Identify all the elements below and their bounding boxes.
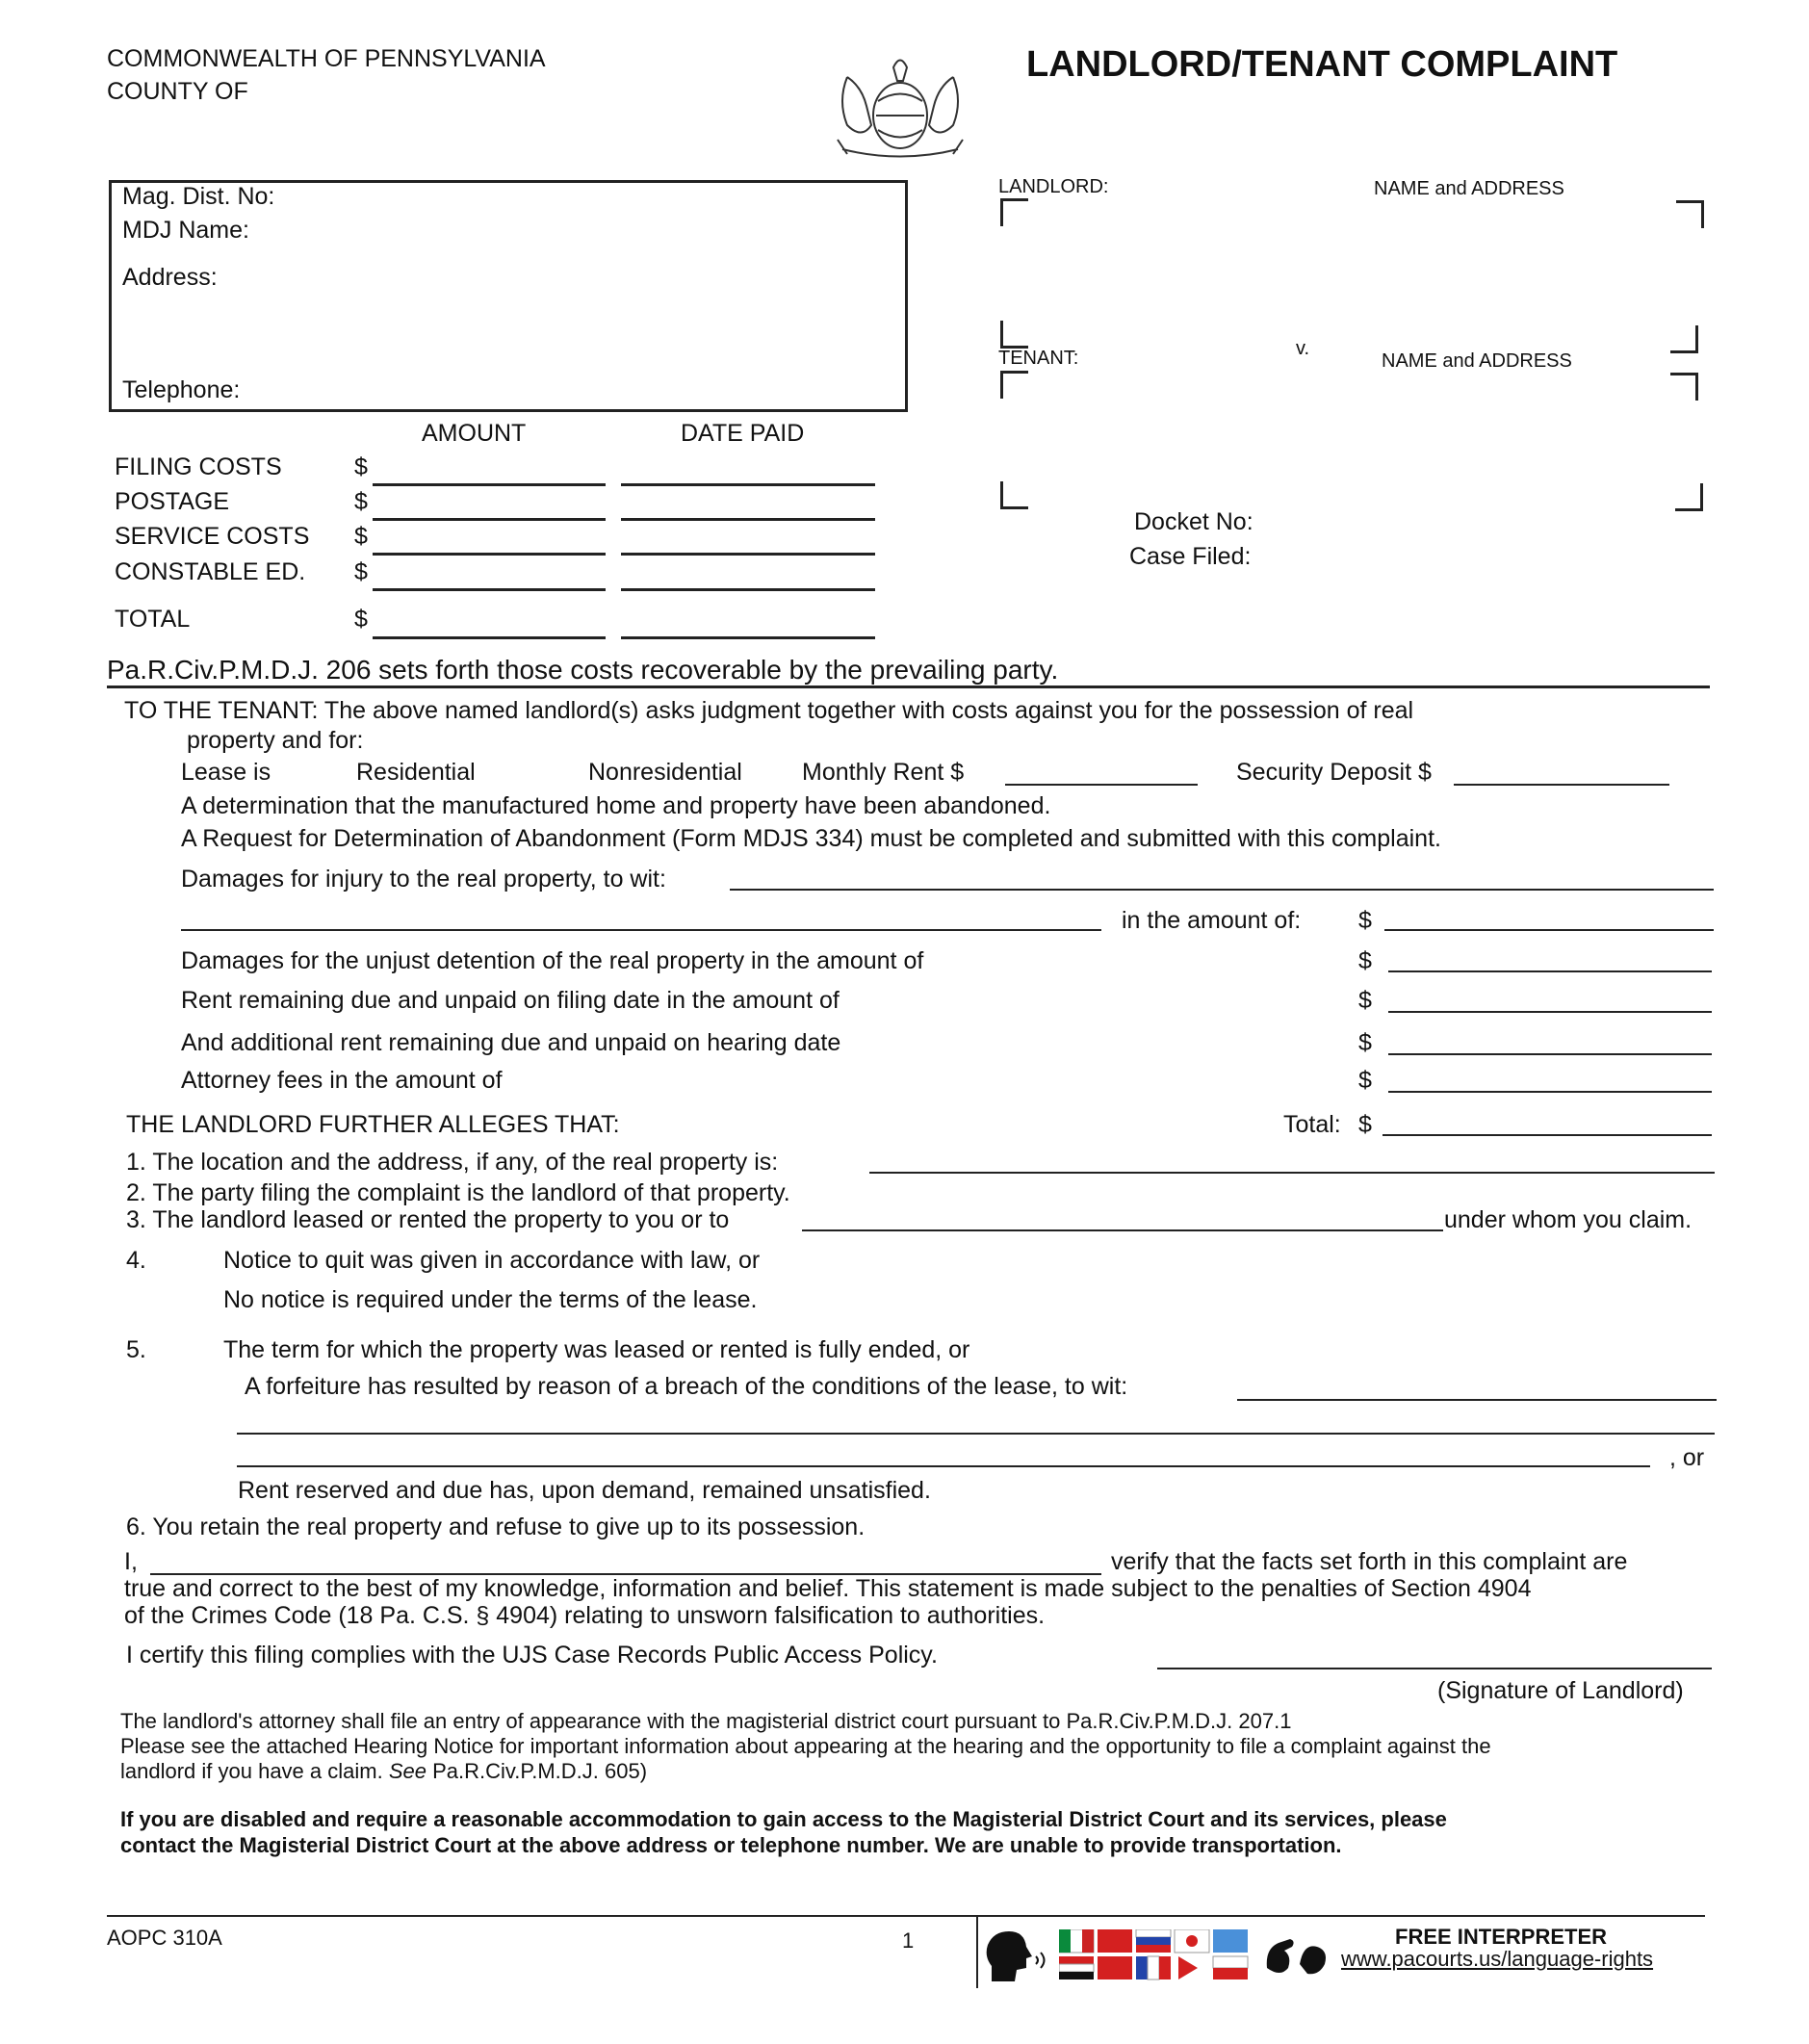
date-field[interactable] (621, 636, 875, 639)
dollar-sign: $ (1358, 947, 1372, 974)
allegation-4-number: 4. (126, 1247, 146, 1274)
unjust-amount-field[interactable] (1388, 970, 1712, 972)
unjust-detention-option[interactable]: Damages for the unjust detention of the real property in the amount of (181, 947, 924, 974)
dollar-sign: $ (354, 453, 368, 480)
tenant-label: TENANT: (998, 348, 1079, 369)
section-divider (107, 686, 1710, 688)
tenant-name-header: NAME and ADDRESS (1382, 350, 1572, 372)
bracket-corner (1000, 481, 1028, 509)
signature-caption: (Signature of Landlord) (1437, 1677, 1684, 1704)
amount-field[interactable] (373, 553, 606, 556)
landlord-name-header: NAME and ADDRESS (1374, 178, 1564, 199)
claim-note-rule: Pa.R.Civ.P.M.D.J. 605) (426, 1759, 648, 1783)
amount-field[interactable] (373, 483, 606, 486)
verification-line-2: true and correct to the best of my knowledge, information and belief. This statement is made subject to the penalties of Section 4904 (124, 1575, 1532, 1602)
damages-injury-option[interactable]: Damages for injury to the real property, to wit: (181, 866, 666, 893)
abandonment-request-text: A Request for Determination of Abandonment (Form MDJS 334) must be completed and submitted with this complaint. (181, 825, 1441, 852)
landlord-label: LANDLORD: (998, 176, 1109, 197)
mag-dist-label: Mag. Dist. No: (122, 183, 275, 210)
bracket-corner (1000, 198, 1028, 226)
amount-field[interactable] (373, 588, 606, 591)
monthly-rent-label: Monthly Rent $ (802, 759, 965, 786)
claim-note (120, 1759, 647, 1784)
allegation-3: 3. The landlord leased or rented the property to you or to (126, 1206, 730, 1233)
residential-option[interactable]: Residential (356, 759, 476, 786)
property-address-field[interactable] (869, 1172, 1715, 1174)
attorney-note: The landlord's attorney shall file an entry of appearance with the magisterial district court pursuant to Pa.R.Civ.P.M.D.J. 207.1 (120, 1709, 1292, 1733)
address-label: Address: (122, 264, 218, 291)
term-ended-option[interactable]: The term for which the property was leased or rented is fully ended, or (223, 1336, 970, 1363)
date-field[interactable] (621, 518, 875, 521)
leased-to-field[interactable] (802, 1229, 1443, 1231)
abandoned-option[interactable]: A determination that the manufactured home and property have been abandoned. (181, 792, 1051, 819)
verification-i: I, (124, 1548, 138, 1575)
dollar-sign: $ (1358, 1067, 1372, 1094)
claim-note-text: landlord if you have a claim. (120, 1759, 383, 1783)
further-alleges-heading: THE LANDLORD FURTHER ALLEGES THAT: (126, 1111, 620, 1138)
attorney-amount-field[interactable] (1388, 1091, 1712, 1093)
allegation-6: 6. You retain the real property and refuse to give up to its possession. (126, 1514, 866, 1540)
telephone-label: Telephone: (122, 376, 241, 403)
total-amount-field[interactable] (1383, 1134, 1712, 1136)
dollar-sign: $ (354, 488, 368, 515)
to-tenant-text: TO THE TENANT: The above named landlord(s) asks judgment together with costs against you for the possession of real (124, 697, 1414, 724)
forfeiture-option[interactable]: A forfeiture has resulted by reason of a breach of the conditions of the lease, to wit: (245, 1373, 1128, 1400)
cost-row-label: CONSTABLE ED. (115, 558, 306, 585)
speaking-head-icon (982, 1928, 1049, 1983)
cost-row-label: SERVICE COSTS (115, 523, 310, 550)
rent-hearing-option[interactable]: And additional rent remaining due and unpaid on hearing date (181, 1029, 841, 1056)
landlord-signature-field[interactable] (1157, 1668, 1712, 1669)
bracket-corner (1000, 371, 1028, 399)
footer-divider (107, 1915, 1705, 1917)
allegation-3-end: under whom you claim. (1444, 1206, 1693, 1233)
rent-unsatisfied-option[interactable]: Rent reserved and due has, upon demand, remained unsatisfied. (238, 1477, 931, 1504)
language-rights-link[interactable]: www.pacourts.us/language-rights (1341, 1947, 1654, 1971)
security-deposit-label: Security Deposit $ (1236, 759, 1432, 786)
rent-filing-amount-field[interactable] (1388, 1011, 1712, 1013)
see-italic: See (388, 1759, 426, 1783)
cost-row-label: FILING COSTS (115, 453, 282, 480)
damages-injury-field[interactable] (730, 889, 1714, 891)
county-label: COUNTY OF (107, 78, 248, 105)
injury-amount-field[interactable] (1384, 929, 1714, 931)
commonwealth-label: COMMONWEALTH OF PENNSYLVANIA (107, 45, 546, 72)
ada-notice-line-2: contact the Magisterial District Court at the above address or telephone number. We are unable to provide transportation. (120, 1833, 1342, 1857)
sign-language-icon (1261, 1929, 1334, 1981)
bracket-corner (1670, 373, 1698, 401)
security-deposit-field[interactable] (1454, 784, 1669, 786)
notice-given-option[interactable]: Notice to quit was given in accordance with law, or (223, 1247, 761, 1274)
versus-label: v. (1296, 338, 1310, 359)
allegation-2: 2. The party filing the complaint is the landlord of that property. (126, 1179, 790, 1206)
bracket-corner (1000, 321, 1028, 349)
dollar-sign: $ (1358, 1029, 1372, 1056)
verify-text: verify that the facts set forth in this complaint are (1111, 1548, 1628, 1575)
date-field[interactable] (621, 553, 875, 556)
lease-is-label: Lease is (181, 759, 271, 786)
form-number: AOPC 310A (107, 1926, 222, 1950)
forfeiture-field-3[interactable] (237, 1465, 1650, 1467)
docket-label: Docket No: (1134, 508, 1253, 535)
verification-line-3: of the Crimes Code (18 Pa. C.S. § 4904) relating to unsworn falsification to authorities. (124, 1602, 1046, 1629)
dollar-sign: $ (1358, 987, 1372, 1014)
ada-notice-line-1: If you are disabled and require a reasonable accommodation to gain access to the Magisterial District Court and its services, please (120, 1807, 1447, 1831)
damages-injury-field-2[interactable] (181, 929, 1101, 931)
state-seal-icon (818, 48, 982, 164)
rent-filing-option[interactable]: Rent remaining due and unpaid on filing date in the amount of (181, 987, 840, 1014)
in-amount-label: in the amount of: (1122, 907, 1302, 934)
dollar-sign: $ (354, 558, 368, 585)
or-label: , or (1669, 1444, 1705, 1471)
date-paid-header: DATE PAID (681, 420, 805, 447)
flags-icon (1059, 1929, 1257, 1981)
cost-row-label: POSTAGE (115, 488, 230, 515)
case-filed-label: Case Filed: (1129, 543, 1252, 570)
no-notice-option[interactable]: No notice is required under the terms of the lease. (223, 1286, 758, 1313)
monthly-rent-field[interactable] (1005, 784, 1198, 786)
certify-text: I certify this filing complies with the UJS Case Records Public Access Policy. (126, 1642, 938, 1669)
amount-field[interactable] (373, 518, 606, 521)
form-title: LANDLORD/TENANT COMPLAINT (1026, 44, 1618, 85)
rent-hearing-amount-field[interactable] (1388, 1053, 1712, 1055)
dollar-sign: $ (1358, 907, 1372, 934)
footer-vertical-divider (976, 1917, 978, 1988)
dollar-sign: $ (354, 523, 368, 550)
hearing-note: Please see the attached Hearing Notice for important information about appearing at the hearing and the opportunity to file a complaint against the (120, 1734, 1491, 1758)
forfeiture-field[interactable] (1237, 1399, 1717, 1401)
mdj-name-label: MDJ Name: (122, 217, 249, 244)
dollar-sign: $ (354, 606, 368, 633)
total-label: Total: (1283, 1111, 1341, 1138)
dollar-sign: $ (1358, 1111, 1372, 1138)
amount-field[interactable] (373, 636, 606, 639)
page-number: 1 (902, 1928, 915, 1953)
bracket-corner (1670, 325, 1698, 353)
costs-rule-note: Pa.R.Civ.P.M.D.J. 206 sets forth those costs recoverable by the prevailing party. (107, 655, 1059, 685)
attorney-fees-option[interactable]: Attorney fees in the amount of (181, 1067, 503, 1094)
date-field[interactable] (621, 588, 875, 591)
allegation-1: 1. The location and the address, if any, of the real property is: (126, 1149, 779, 1176)
allegation-5-number: 5. (126, 1336, 146, 1363)
date-field[interactable] (621, 483, 875, 486)
bracket-corner (1676, 200, 1704, 228)
property-for-text: property and for: (187, 727, 364, 754)
bracket-corner (1675, 483, 1703, 511)
amount-header: AMOUNT (422, 420, 527, 447)
forfeiture-field-2[interactable] (237, 1433, 1715, 1435)
free-interpreter-label: FREE INTERPRETER (1395, 1925, 1608, 1949)
nonresidential-option[interactable]: Nonresidential (588, 759, 742, 786)
cost-row-label: TOTAL (115, 606, 191, 633)
